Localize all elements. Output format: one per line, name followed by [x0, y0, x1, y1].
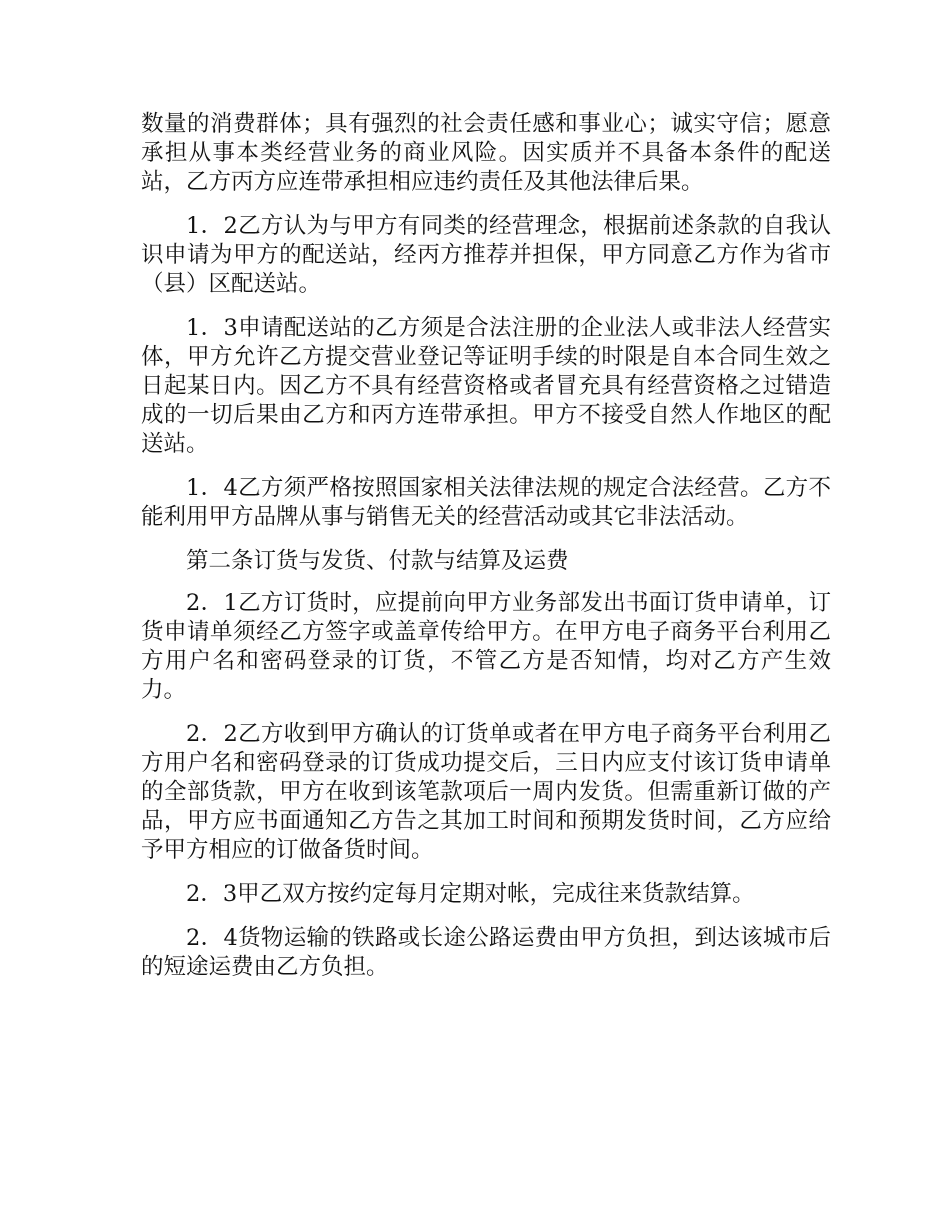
paragraph-clause-2-3: 2．3甲乙双方按约定每月定期对帐，完成往来货款结算。	[186, 881, 755, 907]
paragraph-clause-2-1: 2．1乙方订货时，应提前向甲方业务部发出书面订货申请单，订货申请单须经乙方签字或盖章传给甲方。在甲方电子商务平台利用乙方用户名和密码登录的订货，不管乙方是否知情，均对乙方产生效力。	[141, 590, 831, 703]
document-page	[141, 110, 831, 997]
section-heading-article-2: 第二条订货与发货、付款与结算及运费	[186, 548, 569, 574]
paragraph-continuation: 数量的消费群体；具有强烈的社会责任感和事业心；诚实守信；愿意承担从事本类经营业务的商业风险。因实质并不具备本条件的配送站，乙方丙方应连带承担相应违约责任及其他法律后果。	[141, 111, 831, 195]
paragraph-clause-1-4: 1．4乙方须严格按照国家相关法律法规的规定合法经营。乙方不能利用甲方品牌从事与销售无关的经营活动或其它非法活动。	[141, 475, 831, 530]
paragraph-clause-1-2: 1．2乙方认为与甲方有同类的经营理念，根据前述条款的自我认识申请为甲方的配送站，经丙方推荐并担保，甲方同意乙方作为省市（县）区配送站。	[141, 213, 831, 297]
paragraph-clause-2-2: 2．2乙方收到甲方确认的订货单或者在甲方电子商务平台利用乙方用户名和密码登录的订货成功提交后，三日内应支付该订货申请单的全部货款，甲方在收到该笔款项后一周内发货。但需重新订做的产品，甲方应书面通知乙方告之其加工时间和预期发货时间，乙方应给予甲方相应的订做备货时间。	[141, 721, 831, 863]
paragraph-clause-1-3: 1．3申请配送站的乙方须是合法注册的企业法人或非法人经营实体，甲方允许乙方提交营业登记等证明手续的时限是自本合同生效之日起某日内。因乙方不具有经营资格或者冒充具有经营资格之过错造成的一切后果由乙方和丙方连带承担。甲方不接受自然人作地区的配送站。	[141, 315, 831, 457]
paragraph-clause-2-4: 2．4货物运输的铁路或长途公路运费由甲方负担，到达该城市后的短途运费由乙方负担。	[141, 925, 831, 980]
